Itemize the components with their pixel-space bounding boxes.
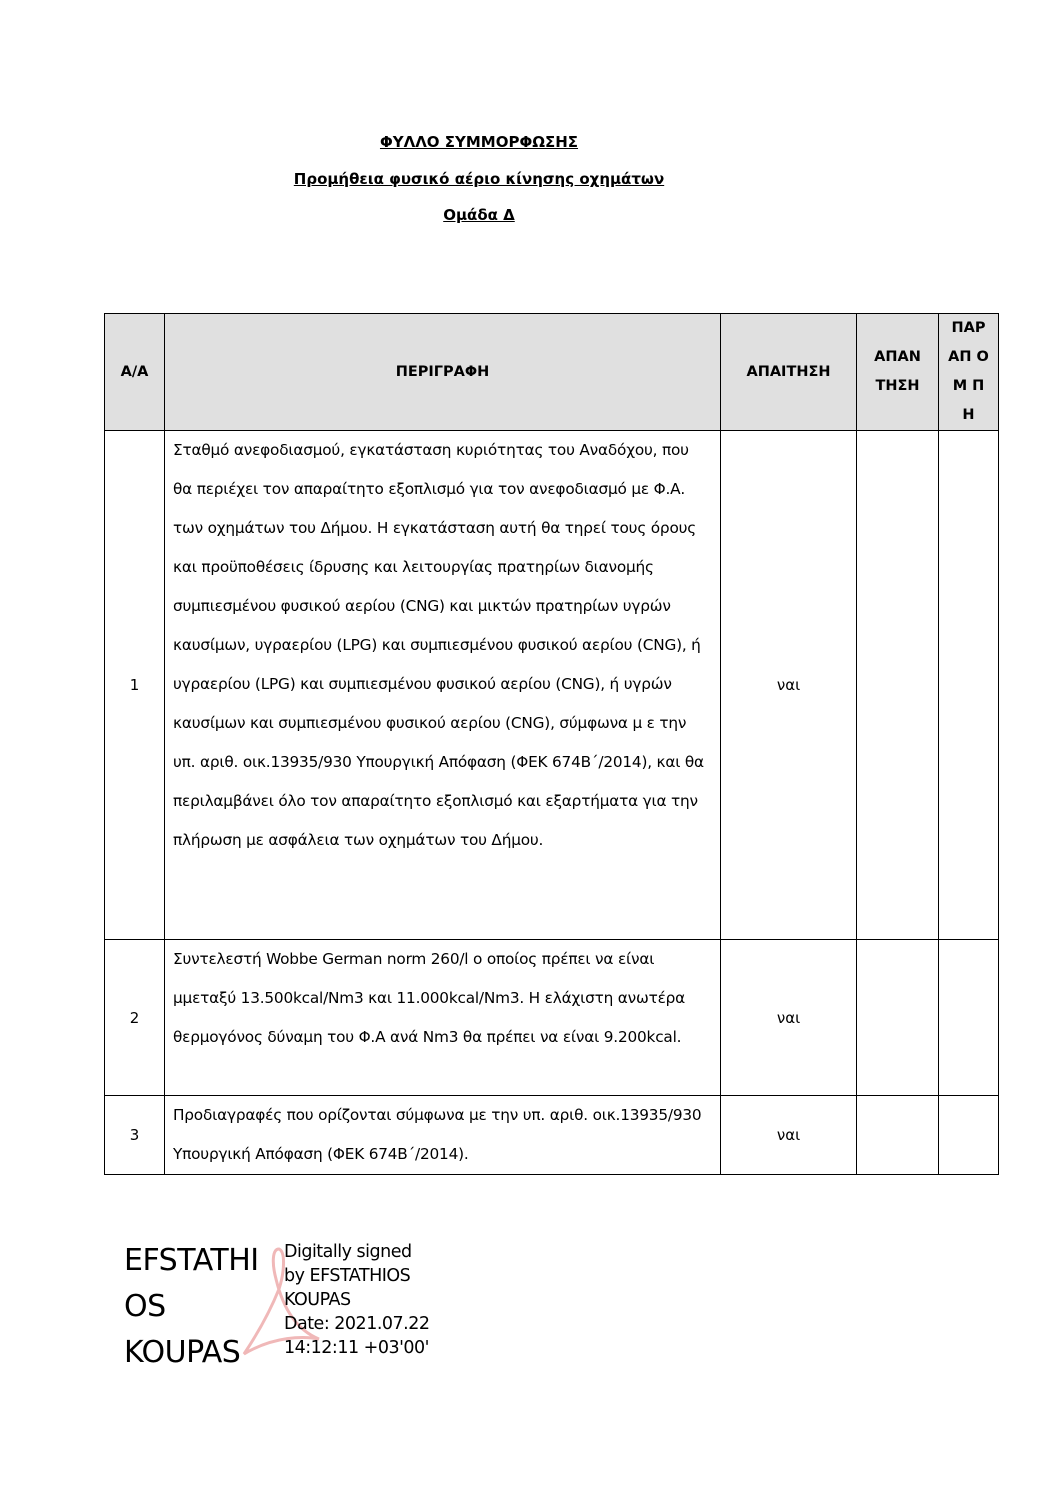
row-answer[interactable] <box>857 1096 939 1175</box>
row-requirement: ναι <box>721 431 857 940</box>
signature-info-line: 14:12:11 +03'00' <box>284 1338 429 1358</box>
row-number: 2 <box>105 940 165 1096</box>
row-requirement: ναι <box>721 1096 857 1175</box>
document-subtitle: Προμήθεια φυσικό αέριο κίνησης οχημάτων <box>293 170 665 188</box>
row-requirement: ναι <box>721 940 857 1096</box>
signature-info-line: Digitally signed <box>284 1242 412 1262</box>
signature-info-line: Date: 2021.07.22 <box>284 1314 430 1334</box>
header-aa: Α/Α <box>105 314 165 431</box>
table-row <box>105 431 999 940</box>
row-number: 1 <box>105 431 165 940</box>
signer-name-line: KOUPAS <box>124 1335 241 1370</box>
document-title: ΦΥΛΛΟ ΣΥΜΜΟΡΦΩΣΗΣ <box>379 133 579 151</box>
table-header-row <box>105 314 999 431</box>
row-reference[interactable] <box>939 431 999 940</box>
row-reference[interactable] <box>939 1096 999 1175</box>
row-answer[interactable] <box>857 431 939 940</box>
row-description: Προδιαγραφές που ορίζονται σύμφωνα με την υπ. αριθ. οικ.13935/930 Υπουργική Απόφαση (ΦΕΚ 674Β΄/2014). <box>165 1096 721 1175</box>
header-answer <box>857 314 939 431</box>
signature-info-line: KOUPAS <box>284 1290 351 1310</box>
header-description: ΠΕΡΙΓΡΑΦΗ <box>165 314 721 431</box>
table-row <box>105 940 999 1096</box>
table-row <box>105 1096 999 1175</box>
row-reference[interactable] <box>939 940 999 1096</box>
signature-info <box>284 1240 484 1360</box>
signer-name-line: EFSTATHI <box>124 1243 259 1278</box>
signature-info-line: by EFSTATHIOS <box>284 1266 411 1286</box>
compliance-table <box>104 313 999 1175</box>
header-requirement: ΑΠΑΙΤΗΣΗ <box>721 314 857 431</box>
row-description: Σταθμό ανεφοδιασμού, εγκατάσταση κυριότητας του Αναδόχου, που θα περιέχει τον απαραίτητο εξοπλισμό για τον ανεφοδιασμό με Φ.Α. των οχημάτων του Δήμου. Η εγκατάσταση αυτή θα τηρεί τους όρους και προϋποθέσεις ίδρυσης και λειτουργίας πρατηρίων διανομής συμπιεσμένου φυσικού αερίου (CNG) και μικτών πρατηρίων υγρών καυσίμων, υγραερίου (LPG) και συμπιεσμένου φυσικού αερίου (CNG), ή υγραερίου (LPG) και συμπιεσμένου φυσικού αερίου (CNG), ή υγρών καυσίμων και συμπιεσμένου φυσικού αερίου (CNG), σύμφωνα μ ε την υπ. αριθ. οικ.13935/930 Υπουργική Απόφαση (ΦΕΚ 674Β΄/2014), και θα περιλαμβάνει όλο τον απαραίτητο εξοπλισμό και εξαρτήματα για την πλήρωση με ασφάλεια των οχημάτων του Δήμου. <box>165 431 721 940</box>
signer-name <box>124 1238 284 1376</box>
signer-name-line: OS <box>124 1289 166 1324</box>
header-reference-label: ΠΑΡ ΑΠ ΟΜ ΠΗ <box>948 320 989 423</box>
row-description: Συντελεστή Wobbe German norm 260/l ο οποίος πρέπει να είναι μμεταξύ 13.500kcal/Nm3 και 11.000kcal/Nm3. Η ελάχιστη ανωτέρα θερμογόνος δύναμη του Φ.Α ανά Nm3 θα πρέπει να είναι 9.200kcal. <box>165 940 721 1096</box>
header-answer-label: ΑΠΑΝ ΤΗΣΗ <box>874 349 921 394</box>
row-number: 3 <box>105 1096 165 1175</box>
header-reference <box>939 314 999 431</box>
document-group: Ομάδα Δ <box>443 206 515 224</box>
row-answer[interactable] <box>857 940 939 1096</box>
